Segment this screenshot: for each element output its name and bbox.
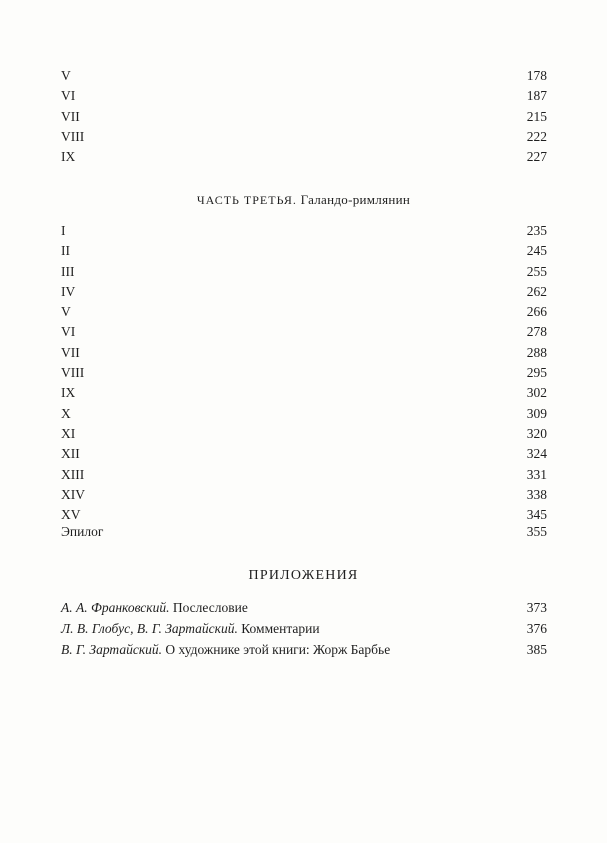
page-number: 331 [526, 466, 547, 482]
appendices-list [61, 597, 547, 660]
chapter-number: VIII [61, 365, 85, 381]
chapter-number: IX [61, 149, 76, 165]
toc-row[interactable] [61, 221, 547, 241]
dot-leader [75, 65, 521, 79]
chapter-number: X [61, 405, 71, 421]
page-number: 278 [526, 324, 547, 340]
chapter-number: XII [61, 446, 80, 462]
appendix-label [61, 639, 390, 660]
page-number: 187 [526, 88, 547, 104]
chapter-number: V [61, 304, 71, 320]
page-number: 373 [526, 600, 547, 615]
page-number: 288 [526, 344, 547, 360]
toc-row[interactable] [61, 465, 547, 485]
chapter-number: XIII [61, 466, 85, 482]
chapter-number: VI [61, 324, 76, 340]
toc-row[interactable] [61, 343, 547, 363]
epilog-label: Эпилог [61, 524, 104, 539]
chapter-number: I [61, 223, 66, 238]
toc-row[interactable] [61, 262, 547, 282]
toc-row[interactable] [61, 107, 547, 127]
dot-leader [79, 85, 521, 99]
part3-title [0, 192, 607, 208]
dot-leader [79, 321, 521, 335]
part3-title-caps: ЧАСТЬ ТРЕТЬЯ. [196, 193, 297, 207]
chapter-number: XV [61, 507, 81, 523]
dot-leader [252, 597, 507, 611]
page-number: 262 [526, 283, 547, 299]
appendix-label [61, 597, 248, 618]
dot-leader [394, 639, 507, 653]
dot-leader [79, 423, 521, 437]
dot-leader [84, 443, 521, 457]
toc-row[interactable] [61, 302, 547, 322]
page-number: 215 [526, 108, 547, 124]
page-number: 245 [526, 243, 547, 259]
toc-row[interactable] [61, 127, 547, 147]
page-number: 178 [526, 68, 547, 83]
dot-leader [79, 281, 521, 295]
page-number: 376 [526, 621, 547, 636]
toc-row[interactable] [61, 282, 547, 302]
toc-row[interactable] [61, 86, 547, 106]
dot-leader [79, 382, 521, 396]
toc-row[interactable] [61, 522, 547, 542]
page-number: 235 [526, 223, 547, 238]
toc-row[interactable] [61, 404, 547, 424]
appendix-author: В. Г. Зартайский. [61, 642, 163, 657]
chapter-number: XI [61, 425, 76, 441]
appendix-author: Л. В. Глобус, В. Г. Зартайский. [61, 621, 238, 636]
page-number: 227 [526, 149, 547, 165]
appendix-label [61, 618, 320, 639]
chapter-number: VIII [61, 128, 85, 144]
toc-row[interactable] [61, 424, 547, 444]
appendices-title: ПРИЛОЖЕНИЯ [248, 568, 359, 583]
page-number: 355 [526, 524, 547, 539]
toc-row[interactable] [61, 66, 547, 86]
chapter-number: V [61, 68, 71, 83]
page-number: 345 [526, 507, 547, 523]
toc-row[interactable] [61, 444, 547, 464]
dot-leader [89, 484, 521, 498]
chapter-number: XIV [61, 486, 85, 502]
chapter-number: VI [61, 88, 76, 104]
dot-leader [75, 403, 521, 417]
chapter-number: IV [61, 283, 76, 299]
chapter-number: III [61, 263, 75, 279]
dot-leader [324, 618, 507, 632]
dot-leader [88, 126, 521, 140]
dot-leader [88, 464, 521, 478]
appendix-title: Послесловие [169, 600, 248, 615]
toc-row[interactable] [61, 597, 547, 618]
dot-leader [79, 261, 522, 275]
chapter-number: IX [61, 385, 76, 401]
dot-leader [107, 521, 521, 535]
page-number: 320 [526, 425, 547, 441]
dot-leader [84, 342, 521, 356]
dot-leader [85, 504, 522, 518]
page-number: 266 [526, 304, 547, 320]
chapter-number: VII [61, 108, 80, 124]
page-number: 295 [526, 365, 547, 381]
page-number: 302 [526, 385, 547, 401]
toc-row[interactable] [61, 618, 547, 639]
chapter-number: II [61, 243, 70, 259]
page-number: 338 [526, 486, 547, 502]
dot-leader [74, 240, 521, 254]
toc-row[interactable] [61, 363, 547, 383]
page-number: 324 [526, 446, 547, 462]
appendix-title: Комментарии [237, 621, 320, 636]
part2-chapter-list [61, 66, 547, 167]
page-number: 255 [526, 263, 547, 279]
dot-leader [70, 220, 522, 234]
toc-row[interactable] [61, 322, 547, 342]
page-number: 385 [526, 642, 547, 657]
dot-leader [84, 106, 521, 120]
dot-leader [79, 146, 521, 160]
toc-row[interactable] [61, 147, 547, 167]
toc-row[interactable] [61, 485, 547, 505]
epilog-entry [61, 522, 547, 542]
part3-title-rest: Галандо-римлянин [300, 192, 411, 207]
toc-row[interactable] [61, 241, 547, 261]
toc-row[interactable] [61, 639, 547, 660]
page-number: 222 [526, 128, 547, 144]
appendix-title: О художнике этой книги: Жорж Барбье [162, 642, 391, 657]
dot-leader [75, 301, 521, 315]
appendix-author: А. А. Франковский. [61, 600, 170, 615]
part3-chapter-list [61, 221, 547, 525]
page-number: 309 [526, 405, 547, 421]
toc-row[interactable] [61, 383, 547, 403]
chapter-number: VII [61, 344, 80, 360]
dot-leader [88, 362, 521, 376]
